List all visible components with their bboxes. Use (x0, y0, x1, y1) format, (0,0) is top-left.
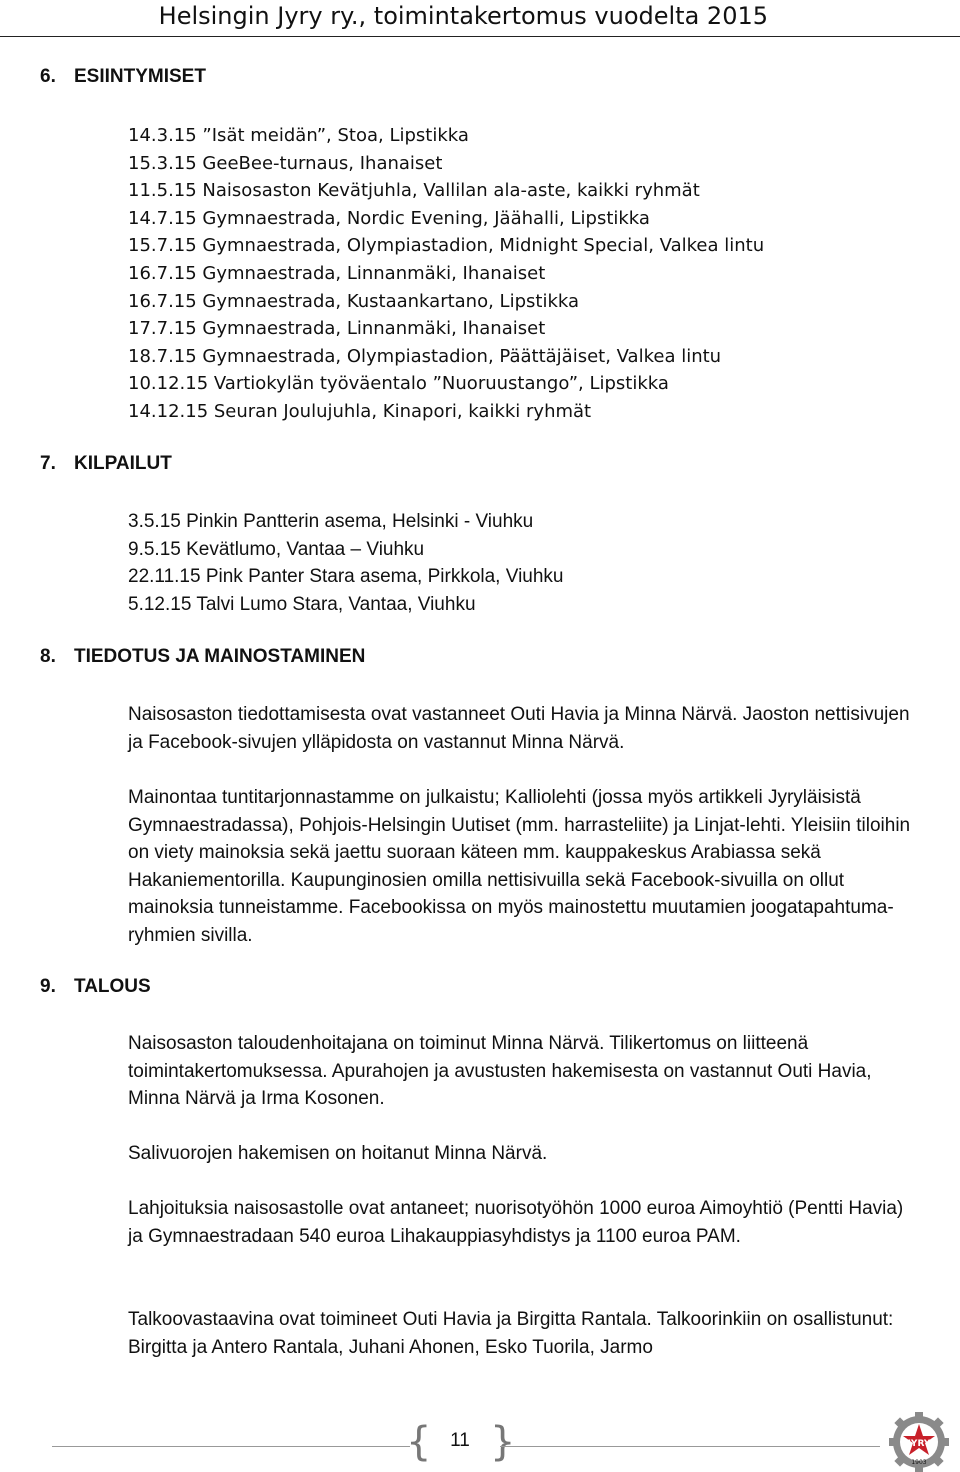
section-number: 9. (40, 976, 56, 997)
competition-list (128, 508, 564, 618)
paragraph: Naisosaston tiedottamisesta ovat vastanneet Outi Havia ja Minna Närvä. Jaoston nettisivujen ja Facebook-sivujen ylläpidosta on vastannut Minna Närvä. (128, 704, 910, 753)
list-item: 16.7.15 Gymnaestrada, Kustaankartano, Lipstikka (128, 290, 580, 312)
section-title: KILPAILUT (74, 453, 172, 474)
section-heading-kilpailut (40, 453, 172, 475)
section-title: TIEDOTUS JA MAINOSTAMINEN (74, 646, 366, 667)
section-heading-esiintymiset (40, 66, 206, 88)
paragraph: Mainontaa tuntitarjonnastamme on julkaistu; Kalliolehti (jossa myös artikkeli Jyryläisistä Gymnaestradassa), Pohjois-Helsingin Uutiset (mm. harrasteliite) ja Linjat-lehti. Yleisiin tiloihin on viety mainoksia sekä jaettu suoraan käteen mm. kauppakeskus Arabiassa sekä Hakaniementorilla. Kaupunginosien omilla nettisivuilla sekä Facebook-sivuilla on ollut mainoksia tunneistamme. Facebookissa on myös mainostettu muutamien joogatapahtuma-ryhmien sivilla. (128, 787, 911, 946)
performance-list (128, 122, 764, 426)
list-item: 15.3.15 GeeBee-turnaus, Ihanaiset (128, 152, 443, 174)
list-item: 5.12.15 Talvi Lumo Stara, Vantaa, Viuhku (128, 593, 476, 615)
list-item: 10.12.15 Vartiokylän työväentalo ”Nuoruustango”, Lipstikka (128, 373, 669, 395)
footer-rule-left (52, 1446, 410, 1447)
list-item: 11.5.15 Naisosaston Kevätjuhla, Vallilan ala-aste, kaikki ryhmät (128, 180, 700, 202)
logo-year: 1903 (911, 1459, 927, 1466)
section-heading-tiedotus (40, 646, 365, 668)
paragraph: Talkoovastaavina ovat toimineet Outi Havia ja Birgitta Rantala. Talkoorinkiin on osallistunut: Birgitta ja Antero Rantala, Juhani Ahonen, Esko Tuorila, Jarmo (128, 1309, 894, 1358)
list-item: 14.7.15 Gymnaestrada, Nordic Evening, Jäähalli, Lipstikka (128, 207, 650, 229)
document-title: Helsingin Jyry ry., toimintakertomus vuodelta 2015 (158, 2, 768, 30)
list-item: 18.7.15 Gymnaestrada, Olympiastadion, Päättäjäiset, Valkea lintu (128, 345, 722, 367)
left-brace-icon: { (406, 1419, 432, 1465)
list-item: 9.5.15 Kevätlumo, Vantaa – Viuhku (128, 538, 425, 560)
right-brace-icon: } (490, 1419, 516, 1465)
section-title: TALOUS (74, 976, 151, 997)
paragraph: Lahjoituksia naisosastolle ovat antaneet; nuorisotyöhön 1000 euroa Aimoyhtiö (Pentti Havia) ja Gymnaestradaan 540 euroa Lihakauppiasyhdistys ja 1100 euroa PAM. (128, 1198, 904, 1247)
section-title: ESIINTYMISET (74, 66, 206, 87)
list-item: 3.5.15 Pinkin Pantterin asema, Helsinki - Viuhku (128, 511, 534, 532)
list-item: 14.12.15 Seuran Joulujuhla, Kinapori, kaikki ryhmät (128, 400, 592, 422)
section-number: 8. (40, 646, 56, 667)
paragraph: Naisosaston taloudenhoitajana on toiminut Minna Närvä. Tilikertomus on liitteenä toimintakertomuksessa. Apurahojen ja avustusten hakemisesta on vastannut Outi Havia, Minna Närvä ja Irma Kosonen. (128, 1033, 872, 1110)
list-item: 16.7.15 Gymnaestrada, Linnanmäki, Ihanaiset (128, 262, 546, 284)
section-number: 6. (40, 66, 56, 87)
paragraph: Salivuorojen hakemisen on hoitanut Minna Närvä. (128, 1143, 548, 1164)
list-item: 17.7.15 Gymnaestrada, Linnanmäki, Ihanaiset (128, 318, 546, 340)
footer-rule-right (500, 1446, 880, 1447)
section-heading-talous (40, 976, 151, 998)
section-number: 7. (40, 453, 56, 474)
list-item: 14.3.15 ”Isät meidän”, Stoa, Lipstikka (128, 125, 469, 146)
page-header (0, 0, 960, 37)
page-number: 11 (450, 1430, 470, 1451)
page-footer (0, 1408, 960, 1472)
logo-text: JYRY (907, 1439, 931, 1449)
jyry-logo (884, 1408, 954, 1472)
list-item: 15.7.15 Gymnaestrada, Olympiastadion, Midnight Special, Valkea lintu (128, 235, 765, 257)
list-item: 22.11.15 Pink Panter Stara asema, Pirkkola, Viuhku (128, 566, 564, 588)
